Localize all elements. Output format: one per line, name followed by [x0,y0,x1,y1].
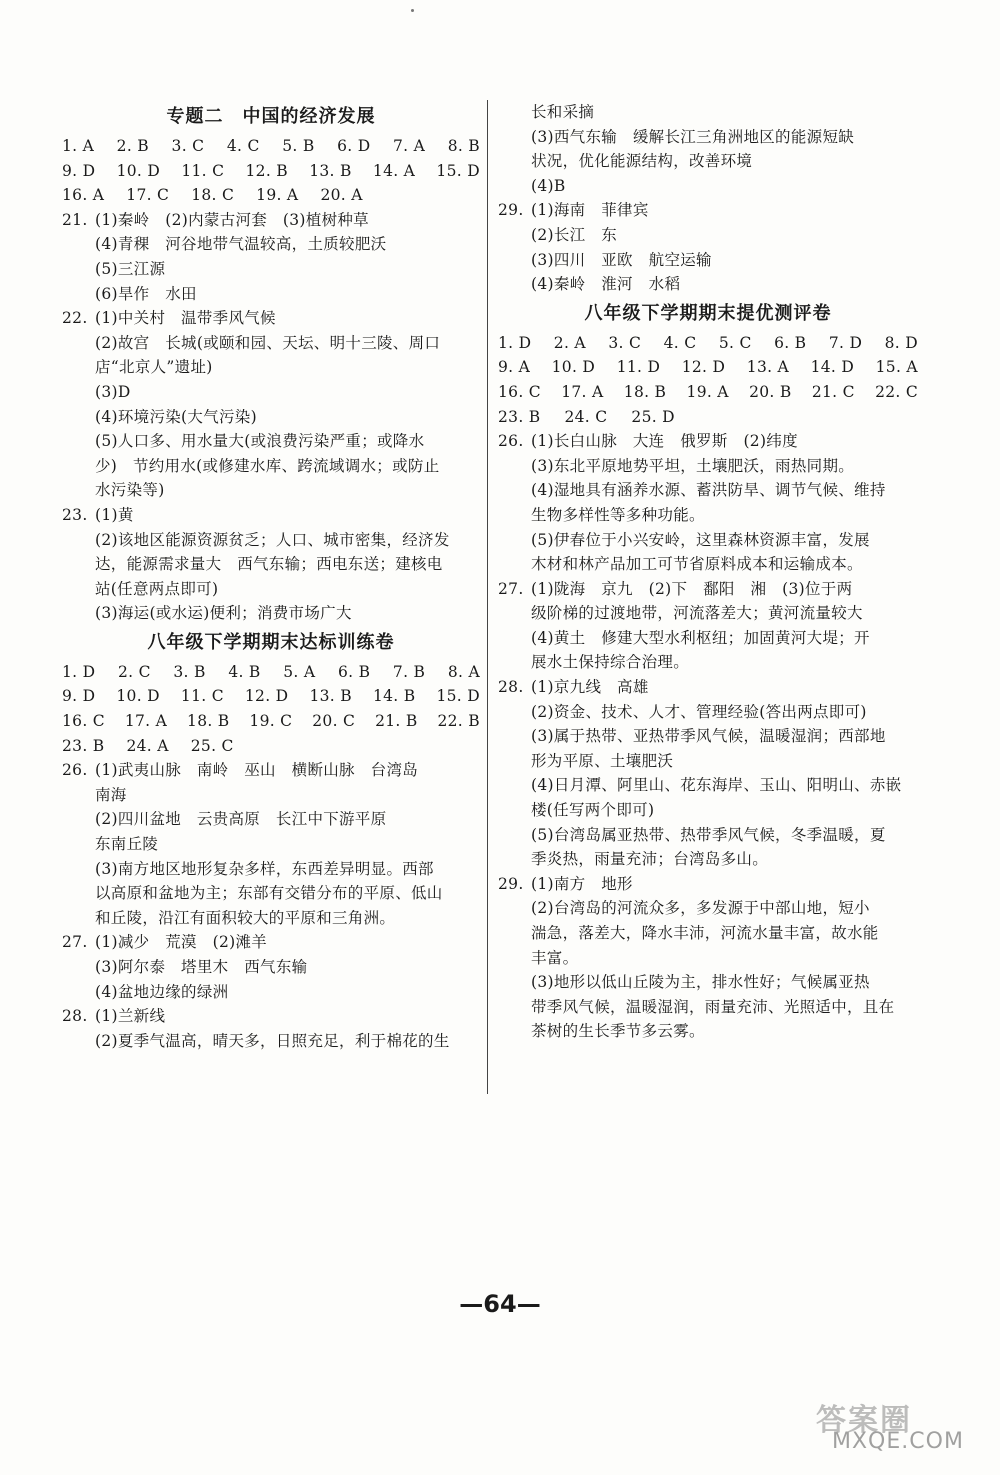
answer-continuation: (5)伊春位于小兴安岭，这里森林资源丰富，发展 [531,530,870,549]
answer-continuation: (2)四川盆地 云贵高原 长江中下游平原 [95,810,387,829]
question-line [62,1004,480,1029]
answer-row [62,734,480,759]
answer-cell: 23. B [62,736,105,755]
answer-continuation: (4)秦岭 淮河 水稻 [531,275,681,294]
watermark-logo [810,1395,985,1465]
answer-row [498,331,918,356]
answer-continuation: (3)D [95,382,131,401]
answer-continuation: 丰富。 [531,948,579,967]
answer-cell: 3. C [171,137,205,155]
answer-text: (1)中关村 温带季风气候 [95,309,276,328]
answer-cell: 11. D [616,358,661,377]
question-number: 22. [62,309,88,328]
answer-continuation: (5)三江源 [95,259,166,278]
answer-continuation: 展水土保持综合治理。 [531,653,690,672]
answer-cell: 22. B [437,712,480,731]
question-number: 27. [498,579,524,598]
answer-cell: 25. C [190,736,234,755]
answer-continuation: (4)日月潭、阿里山、花东海岸、玉山、阳明山、赤嵌 [531,776,902,795]
answer-continuation: 东南丘陵 [95,835,159,854]
answer-cell: 13. B [309,687,352,706]
answer-continuation: (6)旱作 水田 [95,284,197,303]
answer-continuation: (4)青稞 河谷地带气温较高，土质较肥沃 [95,235,387,254]
question-line [498,429,918,454]
answer-continuation: (2)台湾岛的河流众多，多发源于中部山地，短小 [531,899,870,918]
answer-text: (1)南方 地形 [531,874,633,893]
answer-text: (1)京九线 高雄 [531,678,649,697]
question-line [62,503,480,528]
right-column [498,100,918,1044]
answer-text: (1)陇海 京九 (2)下 鄱阳 湘 (3)位于两 [531,579,853,598]
answer-continuation: (4)环境污染(大气污染) [95,407,257,426]
answer-cell: 18. B [623,382,667,401]
answer-continuation: 茶树的生长季节多云雾。 [531,1022,705,1041]
answer-cell: 6. B [337,662,371,681]
answer-cell: 21. B [375,712,418,731]
answer-continuation: 以高原和盆地为主；东部有交错分布的平原、低山 [95,884,443,903]
answer-row [62,183,480,208]
answer-continuation: 和丘陵，沿江有面积较大的平原和三角洲。 [95,908,396,927]
answer-text: (1)减少 荒漠 (2)滩羊 [95,933,268,952]
answer-text: (1)武夷山脉 南岭 巫山 横断山脉 台湾岛 [95,761,419,780]
answer-cell: 25. D [631,407,675,426]
answer-cell: 22. C [875,382,918,401]
answer-cell: 10. D [551,358,596,377]
left-column [62,100,480,1053]
answer-cell: 1. D [62,662,96,681]
answer-continuation: 站(任意两点即可) [95,579,219,598]
answer-cell: 9. D [62,161,96,180]
answer-cell: 7. B [392,662,426,681]
answer-continuation: 达，能源需求量大 西气东输；西电东送；建核电 [95,555,443,574]
answer-cell: 12. D [681,358,726,377]
answer-cell: 6. D [337,137,371,155]
answer-cell: 16. A [62,186,105,205]
answer-cell: 14. D [810,358,855,377]
answer-cell: 4. B [228,662,261,681]
answer-cell: 16. C [498,382,541,401]
answer-cell: 4. C [226,137,260,155]
answer-continuation: 南海 [95,785,127,804]
answer-cell: 4. C [663,333,697,352]
answer-cell: 2. A [553,333,586,352]
answer-cell: 14. A [372,161,416,180]
answer-continuation: 楼(任写两个即可) [531,801,655,820]
answer-continuation: (2)夏季气温高，晴天多，日照充足，利于棉花的生 [95,1031,450,1050]
answer-cell: 1. D [498,333,532,352]
answer-text: (1)黄 [95,505,134,524]
question-number: 26. [498,432,524,451]
answer-cell: 9. A [498,358,531,377]
answer-cell: 3. C [608,333,642,352]
answer-cell: 11. C [181,161,225,180]
column-divider [487,100,488,1094]
answer-continuation: (3)东北平原地势平坦，土壤肥沃，雨热同期。 [531,456,855,475]
question-line [498,577,918,602]
answer-cell: 13. B [309,161,352,180]
question-line [62,758,480,783]
answer-continuation: 形为平原、土壤肥沃 [531,751,674,770]
answer-cell: 14. B [372,687,416,706]
answer-cell: 21. C [811,382,855,401]
watermark-title: 答案圈 [816,1403,912,1438]
answer-continuation: 湍急，落差大，降水丰沛，河流水量丰富，故水能 [531,924,879,942]
answer-cell: 18. C [191,186,235,205]
answer-continuation: (4)黄土 修建大型水利枢纽；加固黄河大堤；开 [531,628,870,647]
answer-cell: 16. C [62,712,105,731]
answer-cell: 8. D [884,333,918,352]
answer-continuation: 木材和林产品加工可节省原料成本和运输成本。 [531,555,863,574]
answer-text: (1)长白山脉 大连 俄罗斯 (2)纬度 [531,432,798,451]
answer-continuation: 店“北京人”遗址) [95,358,213,377]
question-number: 27. [62,933,88,952]
answer-cell: 7. D [828,333,863,352]
answer-cell: 24. A [126,736,169,755]
answer-cell: 11. C [180,687,224,706]
answer-continuation: (3)西气东输 缓解长江三角洲地区的能源短缺 [531,127,855,146]
question-number: 28. [498,678,524,697]
section-title: 八年级下学期期末提优测评卷 [584,302,832,324]
question-number: 28. [62,1007,88,1026]
answer-cell: 15. D [436,687,480,706]
answer-row [498,355,918,380]
answer-continuation: (3)南方地区地形复杂多样，东西差异明显。西部 [95,859,434,878]
answer-continuation: 生物多样性等多种功能。 [531,505,705,524]
question-number: 23. [62,505,88,524]
question-number: 26. [62,761,88,780]
watermark-url: MXQE.COM [832,1429,964,1454]
answer-continuation: (2)长江 东 [531,225,618,244]
answer-cell: 12. B [245,161,288,180]
answer-cell: 2. C [117,662,151,681]
page-number: —64— [459,1290,541,1318]
answer-cell: 5. B [282,137,315,155]
answer-cell: 20. A [320,186,363,205]
question-line [62,306,480,331]
answer-continuation: (5)人口多、用水量大(或浪费污染严重；或降水 [95,432,425,451]
answer-cell: 17. A [124,712,168,731]
answer-cell: 24. C [564,407,608,426]
answer-cell: 9. D [62,687,96,706]
answer-cell: 12. D [244,687,289,706]
answer-row [62,684,480,709]
answer-cell: 20. B [749,382,792,401]
answer-row [62,159,480,184]
answer-continuation: (3)地形以低山丘陵为主，排水性好；气候属亚热 [531,973,870,992]
answer-continuation: (5)台湾岛属亚热带、热带季风气候，冬季温暖，夏 [531,825,886,844]
question-line [498,872,918,897]
answer-row [498,405,918,430]
answer-continuation: (3)四川 亚欧 航空运输 [531,250,712,269]
answer-continuation: (2)资金、技术、人才、管理经验(答出两点即可) [531,702,867,721]
section-title: 专题二 中国的经济发展 [166,106,376,127]
answer-continuation: 季炎热，雨量充沛；台湾岛多山。 [531,850,769,869]
answer-continuation: (4)湿地具有涵养水源、蓄洪防旱、调节气候、维持 [531,481,886,500]
answer-continuation: (3)属于热带、亚热带季风气候，温暖湿润；西部地 [531,727,886,746]
question-number: 29. [498,201,524,220]
scan-dot [411,9,414,12]
answer-row [498,380,918,405]
answer-row [62,134,480,159]
answer-cell: 10. D [116,161,161,180]
answer-row [62,660,480,685]
answer-continuation: 水污染等) [95,481,165,500]
answer-cell: 17. C [126,186,170,205]
answer-cell: 17. A [561,382,604,401]
section-title: 八年级下学期期末达标训练卷 [147,631,395,653]
answer-continuation: 级阶梯的过渡地带，河流落差大；黄河流量较大 [531,604,863,623]
answer-continuation: (2)该地区能源资源贫乏；人口、城市密集，经济发 [95,530,450,549]
answer-cell: 23. B [498,407,541,426]
answer-cell: 3. B [173,662,206,681]
answer-cell: 2. B [116,137,149,155]
answer-cell: 15. D [436,161,480,180]
answer-cell: 5. C [718,333,752,352]
answer-continuation: (2)故宫 长城(或颐和园、天坛、明十三陵、周口 [95,333,441,352]
answer-cell: 8. A [447,662,480,681]
answer-cell: 8. B [447,137,480,155]
question-line [498,198,918,223]
answer-cell: 19. A [256,186,299,205]
answer-text: (1)海南 菲律宾 [531,201,649,220]
question-line [498,675,918,700]
answer-continuation: 长和采摘 [531,103,595,121]
answer-continuation: 带季风气候，温暖湿润，雨量充沛、光照适中，且在 [531,997,895,1016]
question-line [62,208,480,233]
question-number: 29. [498,874,524,893]
answer-continuation: 状况，优化能源结构，改善环境 [531,152,753,171]
answer-text: (1)秦岭 (2)内蒙古河套 (3)植树种草 [95,210,369,229]
answer-continuation: (3)阿尔泰 塔里木 西气东输 [95,958,308,976]
question-line [62,930,480,955]
answer-row [62,709,480,734]
answer-cell: 15. A [875,358,918,377]
answer-cell: 10. D [116,687,160,706]
answer-cell: 1. A [62,137,95,155]
answer-cell: 19. C [249,712,293,731]
answer-continuation: 少) 节约用水(或修建水库、跨流域调水；或防止 [95,456,440,475]
answer-continuation: (4)盆地边缘的绿洲 [95,982,229,1001]
answer-continuation: (3)海运(或水运)便利；消费市场广大 [95,604,352,623]
answer-cell: 6. B [774,333,807,352]
answer-continuation: (4)B [531,176,566,195]
question-number: 21. [62,210,88,229]
answer-cell: 18. B [187,712,230,731]
answer-cell: 7. A [393,137,426,155]
answer-cell: 5. A [283,662,316,681]
answer-cell: 20. C [312,712,356,731]
answer-cell: 19. A [686,382,729,401]
answer-text: (1)兰新线 [95,1007,166,1026]
answer-cell: 13. A [746,358,790,377]
